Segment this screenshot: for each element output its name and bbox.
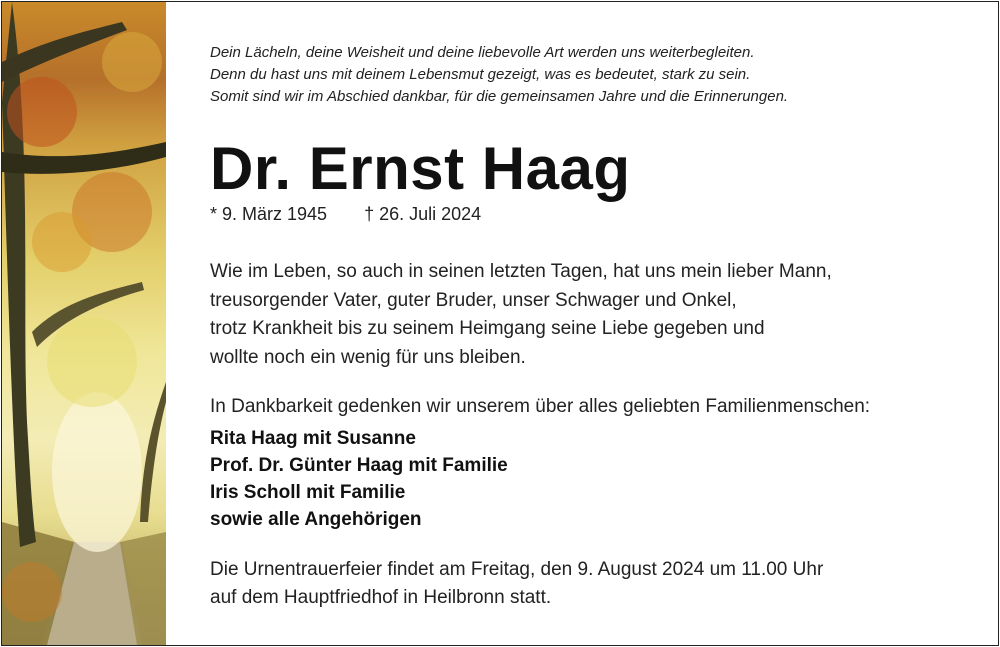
tree-trunk-right [140,382,166,522]
foliage-yellow-1 [47,317,137,407]
mourners-intro: In Dankbarkeit gedenken wir unserem über alles geliebten Familienmenschen: [210,396,871,417]
tribute-line: wollte noch ein wenig für uns bleiben. [210,346,526,368]
foliage-gold-1 [102,32,162,92]
mourner-entry: Prof. Dr. Günter Haag mit Familie [210,455,508,476]
foliage-orange-2 [32,212,92,272]
quote-line: Dein Lächeln, deine Weisheit und deine liebevolle Art werden uns weiterbegleiten. [210,44,755,61]
deceased-name: Dr. Ernst Haag [210,135,631,202]
mourners-list [210,425,508,533]
tribute-text [210,258,832,372]
tribute-line: trotz Krankheit bis zu seinem Heimgang seine Liebe gegeben und [210,318,765,339]
mourner-entry: Rita Haag mit Susanne [210,428,416,449]
mourner-entry: Iris Scholl mit Familie [210,482,406,503]
life-dates [210,204,481,225]
mourner-entry: sowie alle Angehörigen [210,509,422,530]
quote-line: Denn du hast uns mit deinem Lebensmut gezeigt, was es bedeutet, stark zu sein. [210,66,751,83]
tree-illustration [2,2,166,645]
birth-date: * 9. März 1945 [210,204,328,224]
death-date: † 26. Juli 2024 [364,204,482,224]
tree-branch-upper [2,142,166,174]
light-haze [52,392,142,552]
autumn-tree-avenue-photo [2,2,166,645]
tribute-line: Wie im Leben, so auch in seinen letzten Tagen, hat uns mein lieber Mann, [210,261,832,282]
tribute-line: treusorgender Vater, guter Bruder, unser Schwager und Onkel, [210,289,737,311]
foliage-ground [2,562,62,622]
funeral-line: auf dem Hauptfriedhof in Heilbronn statt. [210,587,552,608]
funeral-info [210,556,823,612]
obituary-notice [1,1,999,646]
foliage-red-1 [7,77,77,147]
funeral-line: Die Urnentrauerfeier findet am Freitag, den 9. August 2024 um 11.00 Uhr [210,559,824,580]
memorial-quote [210,42,788,108]
quote-line: Somit sind wir im Abschied dankbar, für die gemeinsamen Jahre und die Erinnerungen. [210,88,789,105]
